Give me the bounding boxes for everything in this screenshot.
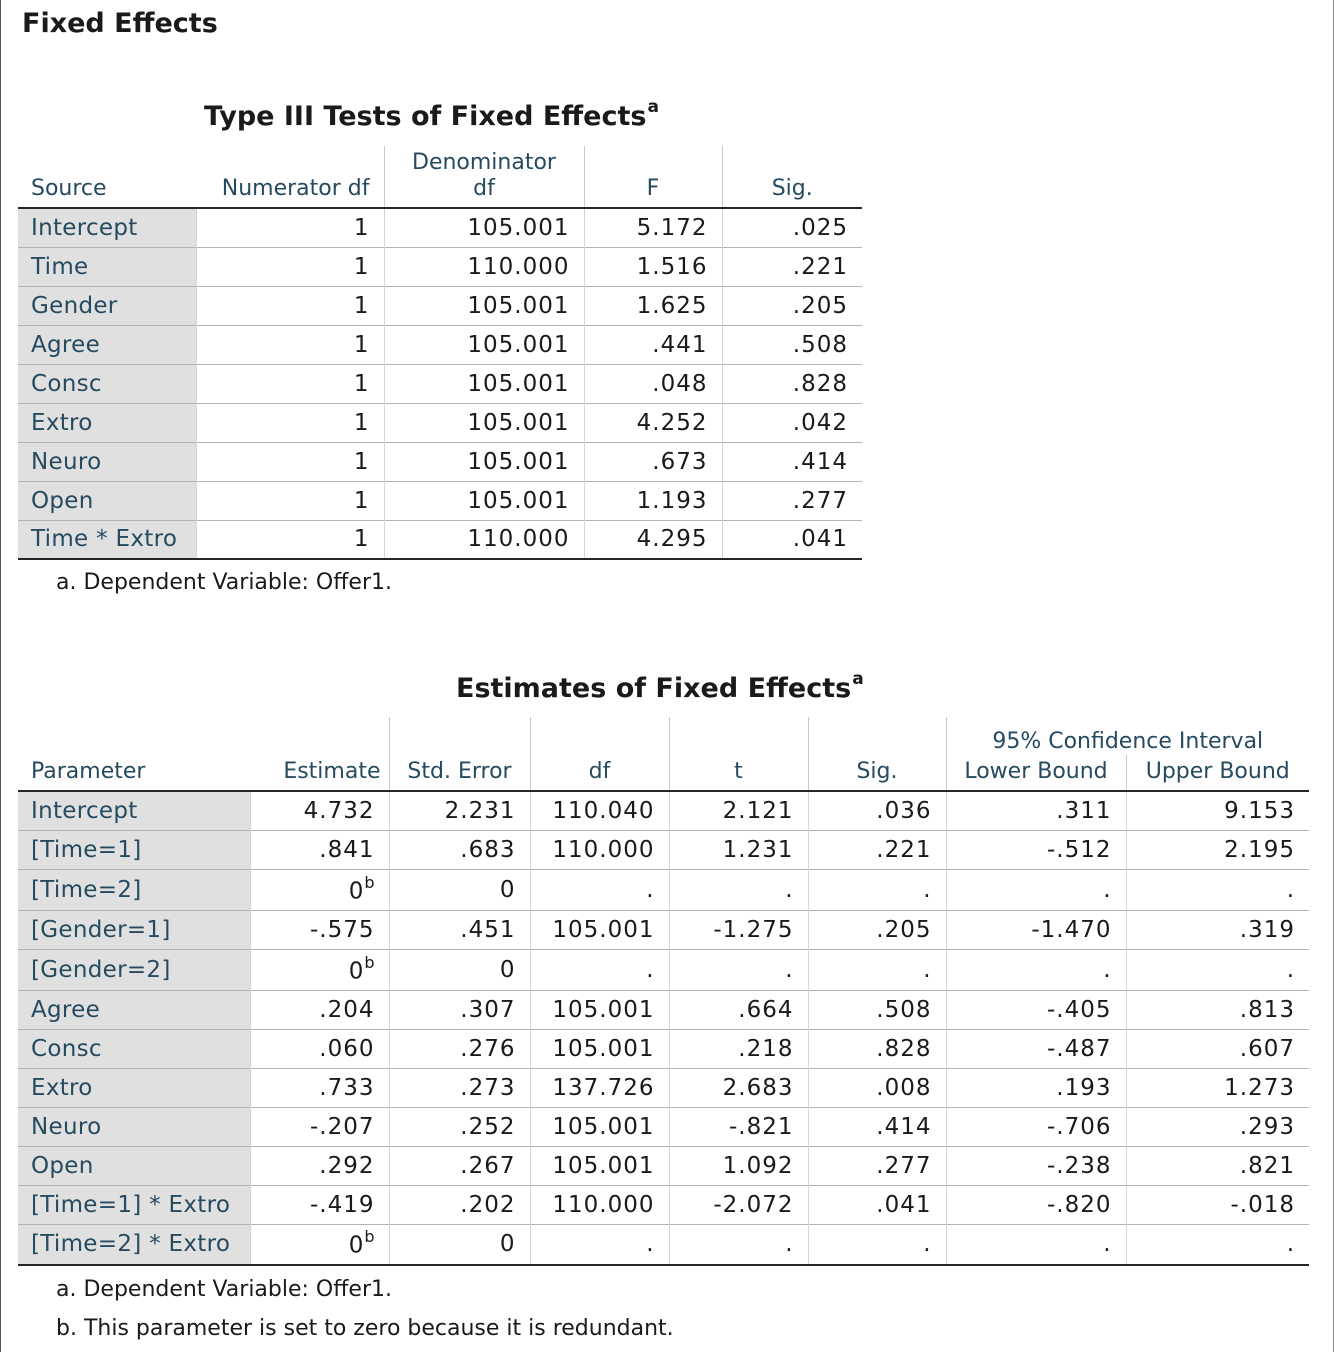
denominator-df-cell: 110.000 xyxy=(384,520,584,559)
f-cell: .441 xyxy=(584,325,722,364)
lower-bound-cell: -.405 xyxy=(946,990,1126,1029)
table-row xyxy=(18,1146,1309,1185)
f-cell: 5.172 xyxy=(584,208,722,247)
df-cell: . xyxy=(530,949,669,990)
type3-title-text: Type III Tests of Fixed Effects xyxy=(204,101,647,132)
table-row xyxy=(18,325,862,364)
parameter-cell: [Time=1] xyxy=(18,830,250,869)
df-cell: 110.000 xyxy=(530,1185,669,1224)
estimate-cell: .204 xyxy=(250,990,389,1029)
source-cell: Agree xyxy=(18,325,196,364)
std-error-cell: .267 xyxy=(389,1146,530,1185)
parameter-cell: [Gender=2] xyxy=(18,949,250,990)
f-cell: .048 xyxy=(584,364,722,403)
parameter-cell: [Time=1] * Extro xyxy=(18,1185,250,1224)
header-upper-bound: Upper Bound xyxy=(1126,755,1309,791)
header-df: df xyxy=(530,717,669,791)
t-cell: . xyxy=(669,1224,808,1265)
type3-title xyxy=(204,97,659,132)
header-f: F xyxy=(584,146,722,208)
source-cell: Time xyxy=(18,247,196,286)
header-t: t xyxy=(669,717,808,791)
denominator-df-cell: 105.001 xyxy=(384,403,584,442)
header-source: Source xyxy=(31,176,107,201)
estimate-cell: 4.732 xyxy=(250,791,389,830)
lower-bound-cell: -.512 xyxy=(946,830,1126,869)
lower-bound-cell: -.820 xyxy=(946,1185,1126,1224)
estimate-cell: .292 xyxy=(250,1146,389,1185)
numerator-df-cell: 1 xyxy=(196,520,384,559)
parameter-cell: Intercept xyxy=(18,791,250,830)
df-cell: 105.001 xyxy=(530,990,669,1029)
section-title: Fixed Effects xyxy=(22,8,218,39)
lower-bound-cell: -.238 xyxy=(946,1146,1126,1185)
parameter-cell: Open xyxy=(18,1146,250,1185)
type3-table xyxy=(18,146,862,560)
upper-bound-cell: . xyxy=(1126,869,1309,910)
table-row xyxy=(18,1068,1309,1107)
type3-body xyxy=(18,208,862,559)
header-std-error: Std. Error xyxy=(389,717,530,791)
table-row xyxy=(18,364,862,403)
t-cell: 2.121 xyxy=(669,791,808,830)
sig-cell: . xyxy=(808,869,946,910)
df-cell: 105.001 xyxy=(530,1107,669,1146)
estimates-title-mark: a xyxy=(852,669,864,689)
df-cell: 110.040 xyxy=(530,791,669,830)
t-cell: .218 xyxy=(669,1029,808,1068)
denominator-df-cell: 105.001 xyxy=(384,442,584,481)
estimates-table xyxy=(18,717,1309,1266)
lower-bound-cell: .193 xyxy=(946,1068,1126,1107)
table-row xyxy=(18,990,1309,1029)
df-cell: 137.726 xyxy=(530,1068,669,1107)
estimate-cell-value: 0 xyxy=(348,1233,365,1260)
sig-cell: .036 xyxy=(808,791,946,830)
sig-cell: .508 xyxy=(722,325,862,364)
t-cell: 2.683 xyxy=(669,1068,808,1107)
table-row xyxy=(18,442,862,481)
lower-bound-cell: -.487 xyxy=(946,1029,1126,1068)
sig-cell: .508 xyxy=(808,990,946,1029)
std-error-cell: .202 xyxy=(389,1185,530,1224)
f-cell: 1.516 xyxy=(584,247,722,286)
lower-bound-cell: . xyxy=(946,1224,1126,1265)
upper-bound-cell: .319 xyxy=(1126,910,1309,949)
upper-bound-cell: 9.153 xyxy=(1126,791,1309,830)
estimate-cell xyxy=(250,1224,389,1265)
t-cell: 1.092 xyxy=(669,1146,808,1185)
df-cell: 110.000 xyxy=(530,830,669,869)
estimates-footnote-b: b. This parameter is set to zero because it is redundant. xyxy=(56,1316,674,1341)
estimate-cell-footnote-mark: b xyxy=(364,952,375,972)
table-row xyxy=(18,791,1309,830)
f-cell: 4.295 xyxy=(584,520,722,559)
header-denominator-df-line1: Denominator xyxy=(412,150,556,175)
f-cell: .673 xyxy=(584,442,722,481)
table-row xyxy=(18,830,1309,869)
estimate-cell-value: 0 xyxy=(348,878,365,905)
df-cell: . xyxy=(530,869,669,910)
table-row xyxy=(18,1185,1309,1224)
t-cell: . xyxy=(669,949,808,990)
std-error-cell: 2.231 xyxy=(389,791,530,830)
sig-cell: .205 xyxy=(808,910,946,949)
sig-cell: .042 xyxy=(722,403,862,442)
sig-cell: .008 xyxy=(808,1068,946,1107)
t-cell: -.821 xyxy=(669,1107,808,1146)
header-sig: Sig. xyxy=(808,717,946,791)
df-cell: 105.001 xyxy=(530,1146,669,1185)
df-cell: . xyxy=(530,1224,669,1265)
upper-bound-cell: .293 xyxy=(1126,1107,1309,1146)
estimate-cell xyxy=(250,869,389,910)
numerator-df-cell: 1 xyxy=(196,481,384,520)
std-error-cell: .307 xyxy=(389,990,530,1029)
table-row xyxy=(18,403,862,442)
estimate-cell-footnote-mark: b xyxy=(364,1227,375,1247)
sig-cell: . xyxy=(808,1224,946,1265)
estimate-cell: -.575 xyxy=(250,910,389,949)
table-row xyxy=(18,208,862,247)
upper-bound-cell: 1.273 xyxy=(1126,1068,1309,1107)
sig-cell: .414 xyxy=(722,442,862,481)
sig-cell: . xyxy=(808,949,946,990)
source-cell: Open xyxy=(18,481,196,520)
upper-bound-cell: .607 xyxy=(1126,1029,1309,1068)
std-error-cell: .451 xyxy=(389,910,530,949)
parameter-cell: [Time=2] xyxy=(18,869,250,910)
header-denominator-df xyxy=(384,146,584,208)
numerator-df-cell: 1 xyxy=(196,364,384,403)
estimate-cell-footnote-mark: b xyxy=(364,872,375,892)
estimates-title-text: Estimates of Fixed Effects xyxy=(456,673,852,704)
upper-bound-cell: . xyxy=(1126,949,1309,990)
std-error-cell: 0 xyxy=(389,949,530,990)
table-row xyxy=(18,286,862,325)
f-cell: 4.252 xyxy=(584,403,722,442)
f-cell: 1.625 xyxy=(584,286,722,325)
denominator-df-cell: 105.001 xyxy=(384,325,584,364)
estimates-title xyxy=(456,669,864,704)
sig-cell: .828 xyxy=(808,1029,946,1068)
lower-bound-cell: -.706 xyxy=(946,1107,1126,1146)
table-row xyxy=(18,1224,1309,1265)
lower-bound-cell: -1.470 xyxy=(946,910,1126,949)
estimate-cell-value: 0 xyxy=(348,958,365,985)
numerator-df-cell: 1 xyxy=(196,403,384,442)
header-parameter: Parameter xyxy=(31,759,146,784)
source-cell: Consc xyxy=(18,364,196,403)
df-cell: 105.001 xyxy=(530,1029,669,1068)
numerator-df-cell: 1 xyxy=(196,286,384,325)
table-row xyxy=(18,869,1309,910)
upper-bound-cell: . xyxy=(1126,1224,1309,1265)
t-cell: 1.231 xyxy=(669,830,808,869)
sig-cell: .221 xyxy=(808,830,946,869)
denominator-df-cell: 105.001 xyxy=(384,481,584,520)
estimate-cell: .733 xyxy=(250,1068,389,1107)
parameter-cell: Neuro xyxy=(18,1107,250,1146)
sig-cell: .277 xyxy=(808,1146,946,1185)
table-row xyxy=(18,247,862,286)
estimate-cell: .841 xyxy=(250,830,389,869)
upper-bound-cell: 2.195 xyxy=(1126,830,1309,869)
parameter-cell: [Gender=1] xyxy=(18,910,250,949)
df-cell: 105.001 xyxy=(530,910,669,949)
sig-cell: .277 xyxy=(722,481,862,520)
parameter-cell: Agree xyxy=(18,990,250,1029)
source-cell: Time * Extro xyxy=(18,520,196,559)
std-error-cell: .252 xyxy=(389,1107,530,1146)
std-error-cell: .683 xyxy=(389,830,530,869)
type3-title-mark: a xyxy=(647,97,659,117)
sig-cell: .414 xyxy=(808,1107,946,1146)
denominator-df-cell: 110.000 xyxy=(384,247,584,286)
table-row xyxy=(18,1107,1309,1146)
std-error-cell: 0 xyxy=(389,869,530,910)
sig-cell: .221 xyxy=(722,247,862,286)
t-cell: .664 xyxy=(669,990,808,1029)
source-cell: Gender xyxy=(18,286,196,325)
std-error-cell: .273 xyxy=(389,1068,530,1107)
table-row xyxy=(18,520,862,559)
denominator-df-cell: 105.001 xyxy=(384,286,584,325)
lower-bound-cell: . xyxy=(946,869,1126,910)
table-row xyxy=(18,1029,1309,1068)
upper-bound-cell: .813 xyxy=(1126,990,1309,1029)
source-cell: Intercept xyxy=(18,208,196,247)
parameter-cell: Consc xyxy=(18,1029,250,1068)
table-row xyxy=(18,949,1309,990)
header-denominator-df-line2: df xyxy=(473,176,495,201)
header-numerator-df: Numerator df xyxy=(221,176,370,201)
estimates-footnote-a: a. Dependent Variable: Offer1. xyxy=(56,1277,392,1302)
numerator-df-cell: 1 xyxy=(196,247,384,286)
t-cell: -2.072 xyxy=(669,1185,808,1224)
sig-cell: .828 xyxy=(722,364,862,403)
sig-cell: .041 xyxy=(722,520,862,559)
header-estimate: Estimate xyxy=(283,759,381,784)
estimate-cell: -.419 xyxy=(250,1185,389,1224)
type3-footnote: a. Dependent Variable: Offer1. xyxy=(56,570,392,595)
sig-cell: .205 xyxy=(722,286,862,325)
estimate-cell: .060 xyxy=(250,1029,389,1068)
denominator-df-cell: 105.001 xyxy=(384,364,584,403)
sig-cell: .041 xyxy=(808,1185,946,1224)
denominator-df-cell: 105.001 xyxy=(384,208,584,247)
numerator-df-cell: 1 xyxy=(196,442,384,481)
t-cell: . xyxy=(669,869,808,910)
estimate-cell: -.207 xyxy=(250,1107,389,1146)
estimates-body xyxy=(18,791,1309,1265)
header-sig: Sig. xyxy=(722,146,862,208)
table-row xyxy=(18,910,1309,949)
header-lower-bound: Lower Bound xyxy=(946,755,1126,791)
parameter-cell: Extro xyxy=(18,1068,250,1107)
f-cell: 1.193 xyxy=(584,481,722,520)
header-ci-group: 95% Confidence Interval xyxy=(946,717,1309,755)
upper-bound-cell: -.018 xyxy=(1126,1185,1309,1224)
lower-bound-cell: .311 xyxy=(946,791,1126,830)
source-cell: Neuro xyxy=(18,442,196,481)
parameter-cell: [Time=2] * Extro xyxy=(18,1224,250,1265)
lower-bound-cell: . xyxy=(946,949,1126,990)
estimate-cell xyxy=(250,949,389,990)
std-error-cell: 0 xyxy=(389,1224,530,1265)
std-error-cell: .276 xyxy=(389,1029,530,1068)
table-row xyxy=(18,481,862,520)
upper-bound-cell: .821 xyxy=(1126,1146,1309,1185)
source-cell: Extro xyxy=(18,403,196,442)
numerator-df-cell: 1 xyxy=(196,325,384,364)
t-cell: -1.275 xyxy=(669,910,808,949)
numerator-df-cell: 1 xyxy=(196,208,384,247)
sig-cell: .025 xyxy=(722,208,862,247)
